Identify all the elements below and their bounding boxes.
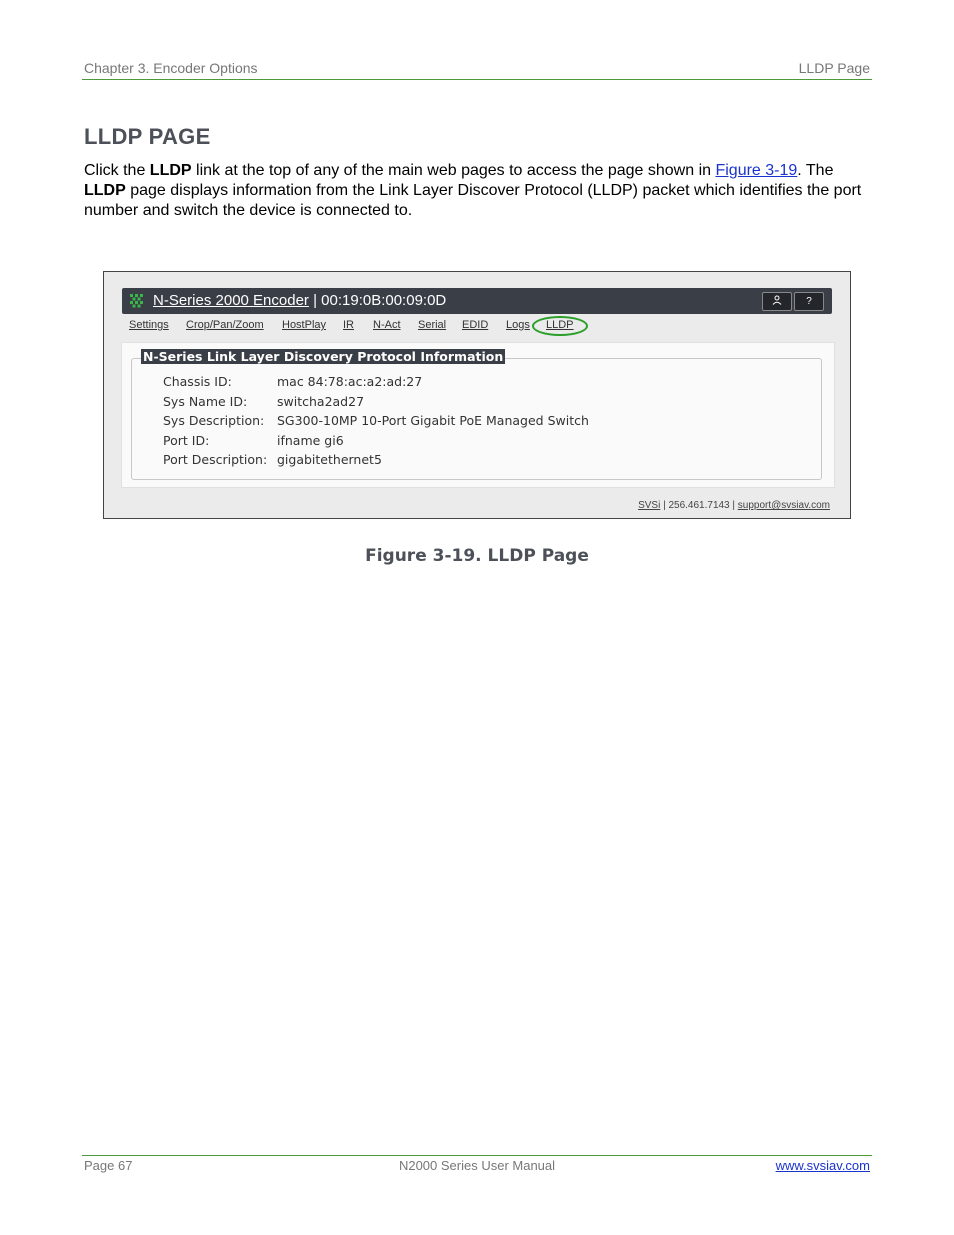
lldp-screenshot xyxy=(103,271,851,519)
nav-hostplay[interactable]: HostPlay xyxy=(282,319,327,331)
info-value: mac 84:78:ac:a2:ad:27 xyxy=(277,374,423,389)
help-icon: ? xyxy=(806,296,812,307)
user-icon xyxy=(772,295,782,305)
body-text: . The xyxy=(797,162,834,179)
svsi-link[interactable]: SVSi xyxy=(638,500,661,511)
device-title xyxy=(153,292,446,309)
info-label: Sys Name ID: xyxy=(163,393,248,409)
lldp-highlight-circle xyxy=(532,316,588,336)
figure-link[interactable]: Figure 3-19 xyxy=(715,162,798,179)
info-value: gigabitethernet5 xyxy=(277,452,382,467)
nav-lldp[interactable]: LLDP xyxy=(546,319,574,331)
info-value: SG300-10MP 10-Port Gigabit PoE Managed Switch xyxy=(277,413,589,428)
nav-serial[interactable]: Serial xyxy=(418,319,447,331)
device-name-link[interactable]: N-Series 2000 Encoder xyxy=(153,292,309,309)
support-email-link[interactable]: support@svsiav.com xyxy=(737,500,830,511)
body-bold-lldp: LLDP xyxy=(149,162,192,179)
body-bold-lldp: LLDP xyxy=(84,182,126,199)
device-titlebar xyxy=(122,288,832,314)
figure-caption: Figure 3-19. LLDP Page xyxy=(365,546,589,566)
section-title: LLDP PAGE xyxy=(84,124,211,149)
user-button[interactable] xyxy=(762,292,792,311)
footer-rule xyxy=(82,1155,872,1156)
info-label: Sys Description: xyxy=(163,413,265,428)
header-chapter: Chapter 3. Encoder Options xyxy=(84,60,258,76)
info-label: Port ID: xyxy=(163,432,210,448)
nav-ir[interactable]: IR xyxy=(343,319,354,331)
screenshot-footer xyxy=(638,500,830,511)
nav-crop-pan-zoom[interactable]: Crop/Pan/Zoom xyxy=(186,319,264,331)
nav-edid[interactable]: EDID xyxy=(462,319,489,331)
manual-title: N2000 Series User Manual xyxy=(398,1158,556,1173)
info-label: Port Description: xyxy=(163,452,268,467)
body-text: page displays information from the Link Layer Discover Protocol (LLDP) packet which identifies the port number and switch the device is connected to. xyxy=(84,182,862,219)
page-number: Page 67 xyxy=(84,1158,133,1173)
header-rule xyxy=(82,79,872,80)
header-section: LLDP Page xyxy=(798,60,870,76)
info-value: ifname gi6 xyxy=(277,432,344,448)
help-button[interactable] xyxy=(794,292,824,311)
info-label: Chassis ID: xyxy=(163,374,232,389)
body-text: Click the xyxy=(84,162,150,179)
lldp-legend: N-Series Link Layer Discovery Protocol Information xyxy=(143,349,504,364)
body-paragraph xyxy=(84,161,864,221)
info-value: switcha2ad27 xyxy=(277,393,365,409)
nav-logs[interactable]: Logs xyxy=(506,319,530,331)
nav-n-act[interactable]: N-Act xyxy=(373,319,401,331)
device-mac: | 00:19:0B:00:09:0D xyxy=(308,292,447,309)
body-text: link at the top of any of the main web pages to access the page shown in xyxy=(191,162,716,179)
website-link[interactable]: www.svsiav.com xyxy=(775,1158,870,1173)
nav-settings[interactable]: Settings xyxy=(129,319,169,331)
svsi-logo-icon xyxy=(130,294,144,308)
phone-number: | 256.461.7143 | xyxy=(660,500,738,511)
lldp-panel xyxy=(121,342,835,488)
